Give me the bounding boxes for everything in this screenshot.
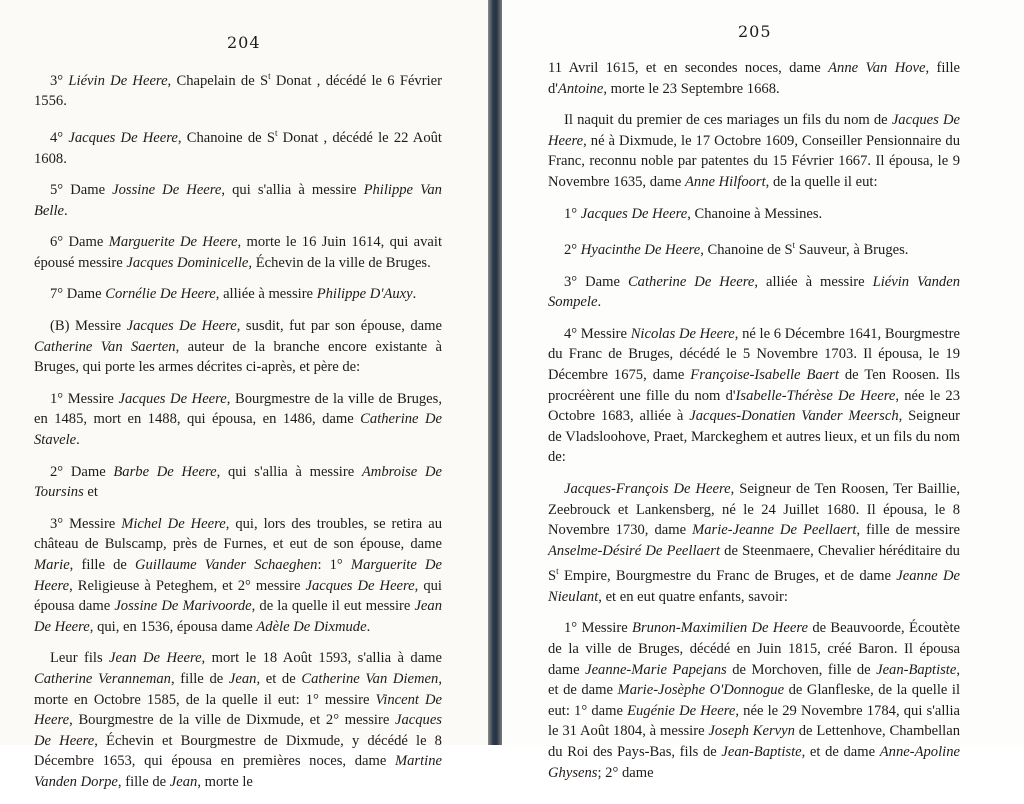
- left-text-block: [34, 66, 442, 804]
- left-page: [0, 0, 490, 790]
- text-run: , Échevin et Bourgmestre de Dixmude, y décédé le 8 Décembre 1653, qui épousa en premières noces, dame: [34, 732, 442, 770]
- name-italic: Jean De Heere: [34, 598, 442, 635]
- right-text-block: [548, 58, 960, 794]
- text-run: 7° Dame: [50, 286, 106, 303]
- name-italic: Catherine De Heere: [627, 273, 755, 290]
- name-italic: Michel De Heere: [121, 515, 226, 532]
- text-run: t: [268, 71, 271, 81]
- text-run: , morte le: [197, 773, 253, 790]
- name-italic: Martine Vanden Dorpe: [34, 753, 442, 790]
- text-run: t: [274, 128, 278, 139]
- text-run: , morte le 23 Septembre 1668.: [603, 80, 780, 97]
- page-number: 205: [738, 22, 772, 41]
- name-italic: Jean: [169, 773, 198, 790]
- name-italic: Anne-Apoline Ghysens: [548, 743, 960, 781]
- text-run: , Chanoine de S: [177, 129, 275, 146]
- text-run: t: [792, 240, 796, 251]
- text-run: , fille de: [117, 773, 170, 790]
- name-italic: Catherine Van Diemen: [301, 670, 439, 687]
- paragraph: [34, 180, 442, 221]
- book-gutter: [488, 0, 502, 745]
- text-run: de Ten Roosen. Ils procréèrent une fille du nom d': [548, 366, 960, 404]
- text-run: , et de dame: [548, 661, 960, 699]
- name-italic: Barbe De Heere: [113, 463, 217, 480]
- paragraph: [548, 618, 960, 783]
- text-run: de Lettenhove, Chambellan du Roi des Pays-Bas, fils de: [548, 723, 960, 760]
- name-italic: Jacques De Heere: [548, 112, 960, 149]
- name-italic: Jean-Baptiste: [721, 743, 802, 760]
- name-italic: Isabelle-Thérèse De Heere: [735, 387, 896, 404]
- name-italic: Ambroise De Toursins: [34, 463, 443, 501]
- text-run: 11 Avril 1615, et en secondes noces, dame: [548, 60, 829, 76]
- name-italic: Jacques De Heere: [126, 318, 237, 335]
- paragraph: [34, 284, 442, 305]
- text-run: (B) Messire: [50, 318, 127, 335]
- name-italic: Jossine De Marivoorde: [114, 598, 252, 615]
- text-run: 5° Dame: [50, 182, 113, 199]
- name-italic: Marguerite De Heere: [34, 557, 442, 594]
- name-italic: Jean-Baptiste: [876, 661, 957, 678]
- paragraph: [34, 514, 442, 638]
- paragraph: [34, 389, 442, 451]
- text-run: , et de dame: [801, 743, 880, 760]
- name-italic: Catherine Veranneman: [34, 670, 171, 687]
- name-italic: Philippe D'Auxy: [316, 286, 413, 303]
- text-run: , née le 29 Novembre 1784, qui s'allia le 31 Août 1804, à messire: [548, 702, 960, 740]
- name-italic: Marie-Jeanne De Peellaert: [692, 522, 857, 539]
- text-run: et: [83, 484, 98, 501]
- paragraph: [34, 123, 442, 169]
- text-run: , qui s'allia à messire: [221, 182, 364, 199]
- name-italic: Adèle De Dixmude: [256, 618, 367, 635]
- name-italic: Guillaume Vander Schaeghen: [135, 557, 318, 573]
- text-run: , né à Dixmude, le 17 Octobre 1609, Conseiller Pensionnaire du Franc, reconnu noble par patentes du 15 Février 1667. Il épousa, le 9 Novembre 1635, dame: [548, 132, 960, 190]
- text-run: , fille de: [170, 670, 229, 687]
- text-run: , Bourgmestre de la ville de Dixmude, et 2° messire: [69, 712, 395, 729]
- text-run: 1° Messire: [564, 620, 633, 637]
- text-run: 1°: [564, 205, 581, 222]
- name-italic: Brunon-Maximilien De Heere: [632, 620, 808, 637]
- text-run: , qui s'allia à messire: [216, 463, 362, 480]
- name-italic: Jacques De Heere: [580, 205, 688, 222]
- name-italic: Vincent De Heere: [34, 691, 442, 729]
- page-number: 204: [227, 33, 261, 52]
- paragraph: [34, 66, 442, 112]
- text-run: , alliée à messire: [754, 273, 873, 290]
- name-italic: Philippe Van Belle: [34, 182, 442, 219]
- text-run: , de la quelle il eut:: [765, 173, 878, 190]
- text-run: , née le 23 Octobre 1683, alliée à: [548, 387, 960, 425]
- name-italic: Jossine De Heere: [112, 182, 222, 199]
- text-run: , Échevin de la ville de Bruges.: [248, 254, 431, 271]
- name-italic: Jean De Heere,: [109, 650, 206, 667]
- name-italic: Françoise-Isabelle Baert: [690, 366, 839, 383]
- text-run: de Glanfleske, de la quelle il eut: 1° dame: [548, 682, 960, 719]
- name-italic: Jacques De Heere: [68, 129, 178, 146]
- text-run: , Religieuse à Peteghem, et 2° messire: [69, 577, 306, 594]
- text-run: 2°: [564, 242, 581, 259]
- name-italic: Liévin Vanden Sompele: [548, 273, 961, 311]
- paragraph: [34, 316, 442, 378]
- name-italic: Marie-Josèphe O'Donnogue: [617, 682, 785, 699]
- text-run: de Steenmaere, Chevalier héréditaire du S: [548, 542, 960, 585]
- text-run: de Beauvoorde, Écoutète de la ville de Bruges, décédé en Juin 1815, créé Baron. Il épousa dame: [548, 620, 960, 678]
- name-italic: Nicolas De Heere: [630, 325, 735, 342]
- text-run: .: [63, 202, 68, 219]
- paragraph: [548, 204, 960, 225]
- name-italic: Marguerite De Heere: [108, 234, 238, 251]
- text-run: .: [366, 618, 371, 635]
- text-run: , et de: [256, 670, 302, 687]
- text-run: , né le 6 Décembre 1641, Bourgmestre du Franc de Bruges, décédé le 5 Novembre 1703. Il épousa, le 19 Décembre 1675, dame: [548, 325, 960, 383]
- text-run: , qui épousa dame: [34, 577, 442, 615]
- text-run: : 1°: [317, 557, 351, 573]
- name-italic: Jacques-Donatien Vander Meersch: [689, 408, 899, 425]
- text-run: t: [556, 566, 559, 577]
- paragraph: [548, 324, 960, 468]
- text-run: , Chanoine à Messines.: [687, 205, 823, 222]
- text-run: Donat , décédé le 22 Août 1608.: [34, 129, 442, 167]
- text-run: , alliée à messire: [215, 286, 317, 303]
- name-italic: Catherine Van Saerten: [34, 338, 176, 355]
- text-run: , Seigneur de Ten Roosen, Ter Baillie, Zeebrouck et Lankensberg, né le 24 Juillet 1680. Il épousa, le 8 Novembre 1730, dame: [548, 480, 960, 539]
- name-italic: Jacques De Heere: [305, 577, 415, 594]
- text-run: Leur fils: [50, 650, 110, 667]
- name-italic: Jacques De Heere: [118, 390, 227, 407]
- text-run: .: [76, 432, 80, 449]
- text-run: 2° Dame: [50, 463, 114, 480]
- text-run: 3°: [50, 72, 69, 89]
- text-run: , Chanoine de S: [700, 242, 793, 259]
- name-italic: Eugénie De Heere: [627, 702, 736, 719]
- name-italic: Marie: [34, 557, 70, 573]
- text-run: , susdit, fut par son épouse, dame: [236, 318, 442, 335]
- text-run: Donat , décédé le 6 Février 1556.: [34, 72, 442, 110]
- name-italic: Antoine: [557, 80, 604, 97]
- text-run: ; 2° dame: [597, 764, 654, 781]
- text-run: , Chapelain de S: [167, 72, 269, 89]
- name-italic: Anne Hilfoort: [684, 173, 766, 190]
- text-run: , fille d': [548, 60, 960, 97]
- name-italic: Jean: [228, 670, 257, 687]
- text-run: , auteur de la branche encore existante à Bruges, qui porte les armes décrites ci-après, et père de:: [34, 338, 442, 376]
- text-run: , Bourgmestre de la ville de Bruges, en 1485, mort en 1488, qui épousa, en 1486, dame: [34, 390, 442, 428]
- text-run: , et en eut quatre enfants, savoir:: [598, 588, 788, 605]
- paragraph: [34, 462, 442, 503]
- text-run: , de la quelle il eut messire: [251, 598, 415, 615]
- text-run: Il naquit du premier de ces mariages un fils du nom de: [564, 112, 892, 129]
- text-run: 3° Messire: [50, 515, 122, 532]
- text-run: , fille de: [69, 557, 135, 573]
- text-run: mort le 18 Août 1593, s'allia à dame: [205, 650, 442, 667]
- name-italic: Catherine De Stavele: [34, 411, 442, 449]
- text-run: Empire, Bourgmestre du Franc de Bruges, et de dame: [558, 568, 897, 585]
- paragraph: [34, 648, 442, 792]
- text-run: 1° Messire: [50, 390, 119, 407]
- right-page: [502, 0, 1024, 781]
- paragraph: [34, 232, 442, 273]
- text-run: Sauveur, à Bruges.: [795, 242, 909, 259]
- text-run: , morte en Octobre 1585, de la quelle il eut: 1° messire: [34, 670, 442, 708]
- text-run: , qui, lors des troubles, se retira au château de Bulscamp, près de Furnes, et eut de son épouse, dame: [34, 515, 442, 553]
- name-italic: Anselme-Désiré De Peellaert: [548, 542, 721, 559]
- name-italic: Hyacinthe De Heere: [580, 242, 701, 259]
- name-italic: Jeanne De Nieulant: [548, 568, 960, 605]
- text-run: , Seigneur de Vladsloohove, Praet, Marckeghem et autres lieux, et un fils du nom de:: [548, 408, 960, 466]
- name-italic: Joseph Kervyn: [708, 723, 795, 740]
- name-italic: Jacques Dominicelle: [126, 254, 249, 271]
- text-run: 4° Messire: [564, 325, 631, 342]
- text-run: , fille de messire: [856, 522, 960, 539]
- name-italic: Cornélie De Heere: [105, 286, 216, 303]
- name-italic: Jacques-François De Heere: [564, 480, 731, 497]
- text-run: de Morchoven, fille de: [726, 661, 877, 678]
- text-run: .: [412, 286, 417, 303]
- name-italic: Anne Van Hove: [828, 60, 926, 76]
- text-run: 3° Dame: [564, 273, 628, 290]
- text-run: 6° Dame: [50, 234, 109, 251]
- paragraph: [548, 235, 960, 260]
- paragraph: [548, 110, 960, 192]
- paragraph: [548, 272, 960, 313]
- text-run: .: [597, 294, 602, 311]
- name-italic: Liévin De Heere: [68, 72, 168, 89]
- text-run: , morte le 16 Juin 1614, qui avait épousé messire: [34, 234, 442, 271]
- name-italic: Jeanne-Marie Papejans: [585, 661, 727, 678]
- paragraph: [548, 479, 960, 607]
- paragraph: [548, 58, 960, 99]
- text-run: , qui, en 1536, épousa dame: [89, 618, 257, 635]
- text-run: 4°: [50, 129, 69, 146]
- name-italic: Jacques De Heere: [34, 712, 442, 749]
